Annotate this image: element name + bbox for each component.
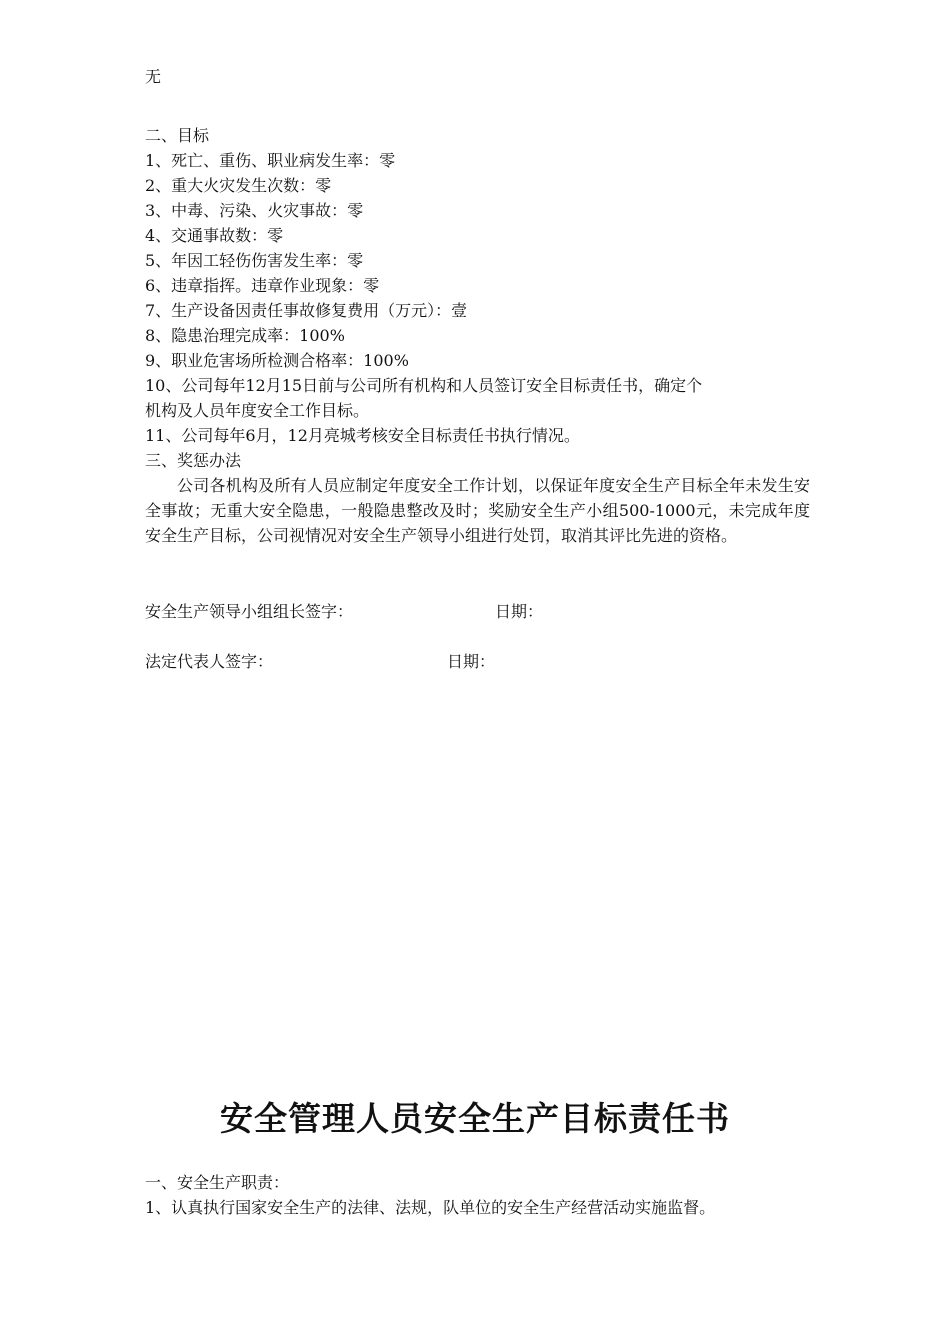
goal-item: 9、职业危害场所检测合格率：100%: [145, 351, 409, 370]
leader-signature-label: 安全生产领导小组组长签字：: [145, 602, 354, 621]
doc2-section1-heading: 一、安全生产职责：: [145, 1173, 290, 1192]
legal-signature-label: 法定代表人签字：: [145, 652, 274, 671]
leader-date-label: 日期：: [495, 602, 544, 621]
section2-heading: 二、目标: [145, 126, 210, 145]
top-text: 无: [145, 67, 162, 86]
goal-item: 7、生产设备因责任事故修复费用（万元）：壹: [145, 301, 468, 320]
section3-heading: 三、奖惩办法: [145, 451, 242, 470]
legal-date-label: 日期：: [447, 652, 496, 671]
goal-item: 4、交通事故数：零: [145, 226, 284, 245]
goal-item: 5、年因工轻伤伤害发生率：零: [145, 251, 364, 270]
doc2-title: 安全管理人员安全生产目标责任书: [220, 1099, 730, 1138]
goal-item: 2、重大火灾发生次数：零: [145, 176, 332, 195]
goal-item: 11、公司每年6月，12月亮城考核安全目标责任书执行情况。: [145, 426, 580, 445]
section3-paragraph: 公司各机构及所有人员应制定年度安全工作计划，以保证年度安全生产目标全年未发生安全事故；无重大安全隐患，一般隐患整改及时；奖励安全生产小组500-1000元，未完成年度安全生产目标，公司视情况对安全生产领导小组进行处罚，取消其评比先进的资格。: [145, 476, 810, 545]
goal-item: 3、中毒、污染、火灾事故：零: [145, 201, 364, 220]
goal-item: 机构及人员年度安全工作目标。: [145, 401, 370, 420]
goal-item: 6、违章指挥。违章作业现象：零: [145, 276, 380, 295]
goal-item: 1、死亡、重伤、职业病发生率：零: [145, 151, 396, 170]
goal-item: 8、隐患治理完成率：100%: [145, 326, 345, 345]
doc2-item: 1、认真执行国家安全生产的法律、法规，队单位的安全生产经营活动实施监督。: [145, 1198, 716, 1217]
goal-item: 10、公司每年12月15日前与公司所有机构和人员签订安全目标责任书，确定个: [145, 376, 703, 395]
